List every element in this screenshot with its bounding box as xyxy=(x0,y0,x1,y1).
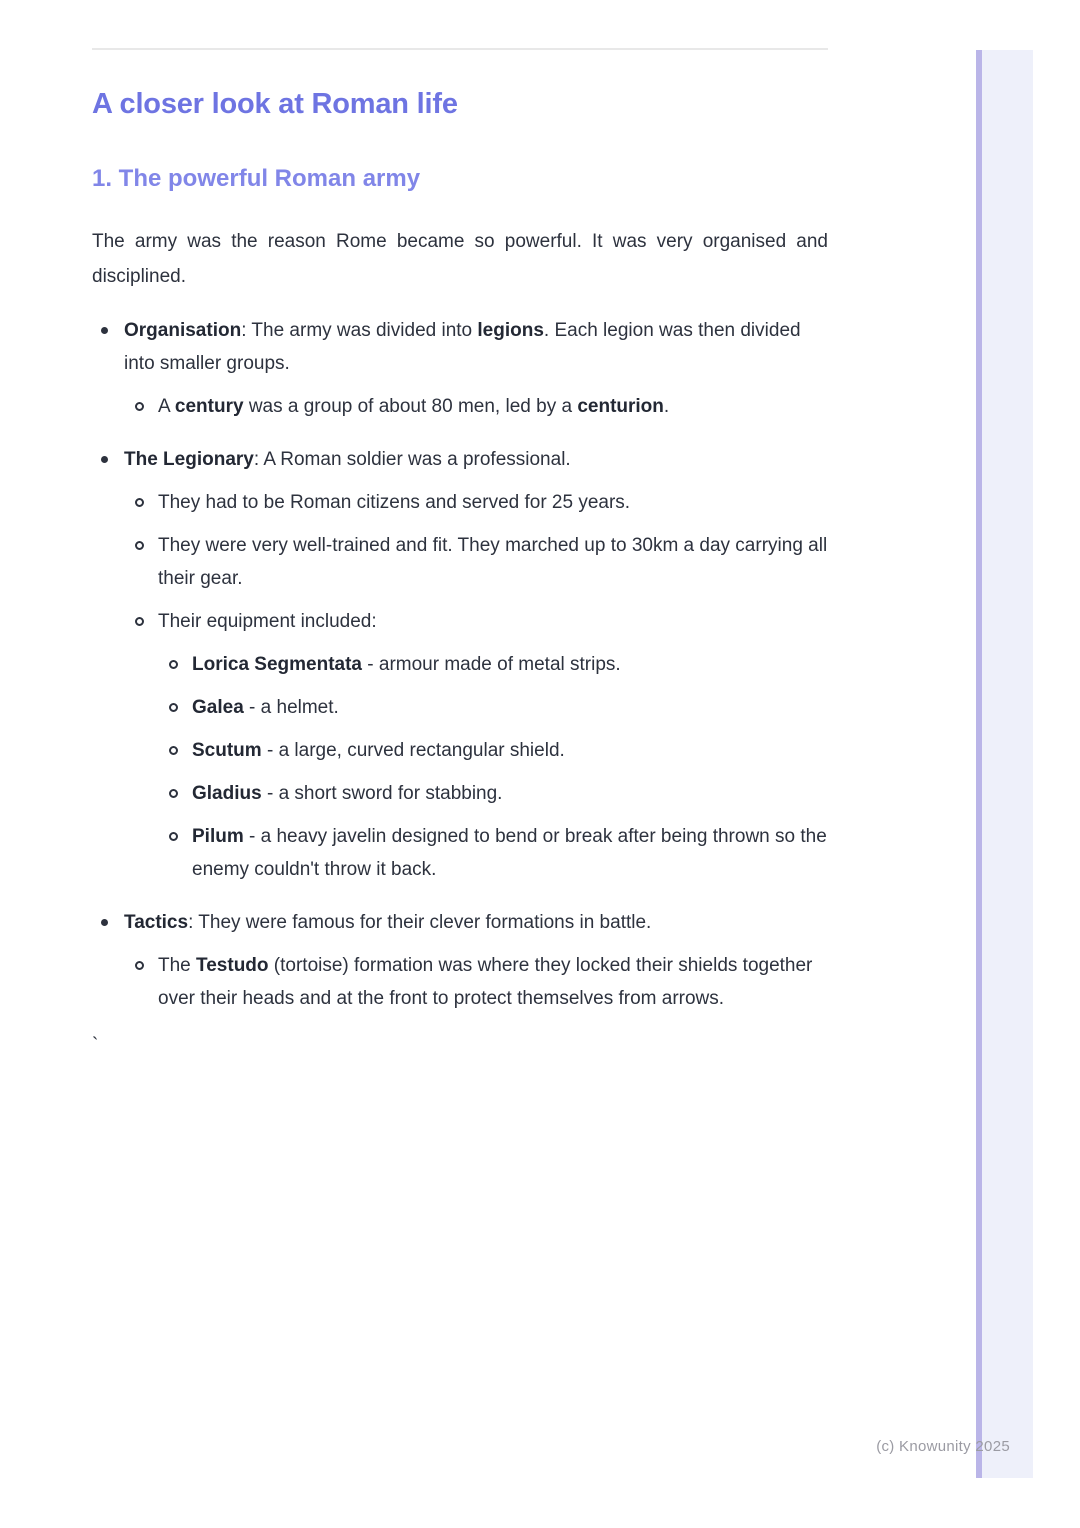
list-item-level-3 xyxy=(160,734,828,767)
list-item-text: They were very well-trained and fit. They marched up to 30km a day carrying all their gear. xyxy=(158,535,828,589)
list-item-level-3 xyxy=(160,820,828,886)
list-item-level-1 xyxy=(92,906,828,939)
list-item-level-3 xyxy=(160,648,828,681)
list-item-level-2 xyxy=(126,529,828,595)
list-item-text: The Legionary: A Roman soldier was a professional. xyxy=(124,449,571,470)
list-item-text: Lorica Segmentata - armour made of metal strips. xyxy=(192,654,621,675)
top-divider xyxy=(92,48,828,50)
list-item-text: Their equipment included: xyxy=(158,611,377,632)
list-item-level-2 xyxy=(126,486,828,519)
copyright-footer: (c) Knowunity 2025 xyxy=(876,1438,1010,1455)
list-item-text: Galea - a helmet. xyxy=(192,697,339,718)
section-heading: 1. The powerful Roman army xyxy=(92,165,421,192)
list-item-level-1 xyxy=(92,314,828,380)
bullet-circle-icon xyxy=(135,541,144,550)
list-item-level-2 xyxy=(126,605,828,638)
page-title: A closer look at Roman life xyxy=(92,88,458,120)
right-margin-strip xyxy=(976,50,1033,1478)
bullet-disc-icon xyxy=(101,919,108,926)
bullet-disc-icon xyxy=(101,327,108,334)
list-item-text: Gladius - a short sword for stabbing. xyxy=(192,783,503,804)
list-item-level-1 xyxy=(92,443,828,476)
list-item-level-3 xyxy=(160,691,828,724)
bullet-circle-icon xyxy=(135,402,144,411)
content-column xyxy=(92,48,828,1062)
list-item-text: Organisation: The army was divided into legions. Each legion was then divided into smaller groups. xyxy=(124,320,801,374)
bullet-circle-icon xyxy=(169,746,178,755)
list-item-text: A century was a group of about 80 men, led by a centurion. xyxy=(158,396,670,417)
bullet-disc-icon xyxy=(101,456,108,463)
bullet-circle-icon xyxy=(135,961,144,970)
bullet-list xyxy=(92,314,828,1015)
list-item-text: Pilum - a heavy javelin designed to bend or break after being thrown so the enemy couldn't throw it back. xyxy=(192,826,827,880)
list-item-text: The Testudo (tortoise) formation was where they locked their shields together over their heads and at the front to protect themselves from arrows. xyxy=(158,955,813,1009)
list-item-level-3 xyxy=(160,777,828,810)
list-item-text: Tactics: They were famous for their clever formations in battle. xyxy=(124,912,652,933)
stray-backtick: ` xyxy=(92,1035,99,1056)
bullet-circle-icon xyxy=(169,703,178,712)
list-item-level-2 xyxy=(126,949,828,1015)
list-item-text: They had to be Roman citizens and served for 25 years. xyxy=(158,492,631,513)
intro-paragraph: The army was the reason Rome became so powerful. It was very organised and disciplined. xyxy=(92,231,828,287)
list-item-level-2 xyxy=(126,390,828,423)
bullet-circle-icon xyxy=(169,832,178,841)
bullet-circle-icon xyxy=(135,498,144,507)
bullet-circle-icon xyxy=(169,660,178,669)
bullet-circle-icon xyxy=(135,617,144,626)
list-item-text: Scutum - a large, curved rectangular shield. xyxy=(192,740,565,761)
bullet-circle-icon xyxy=(169,789,178,798)
